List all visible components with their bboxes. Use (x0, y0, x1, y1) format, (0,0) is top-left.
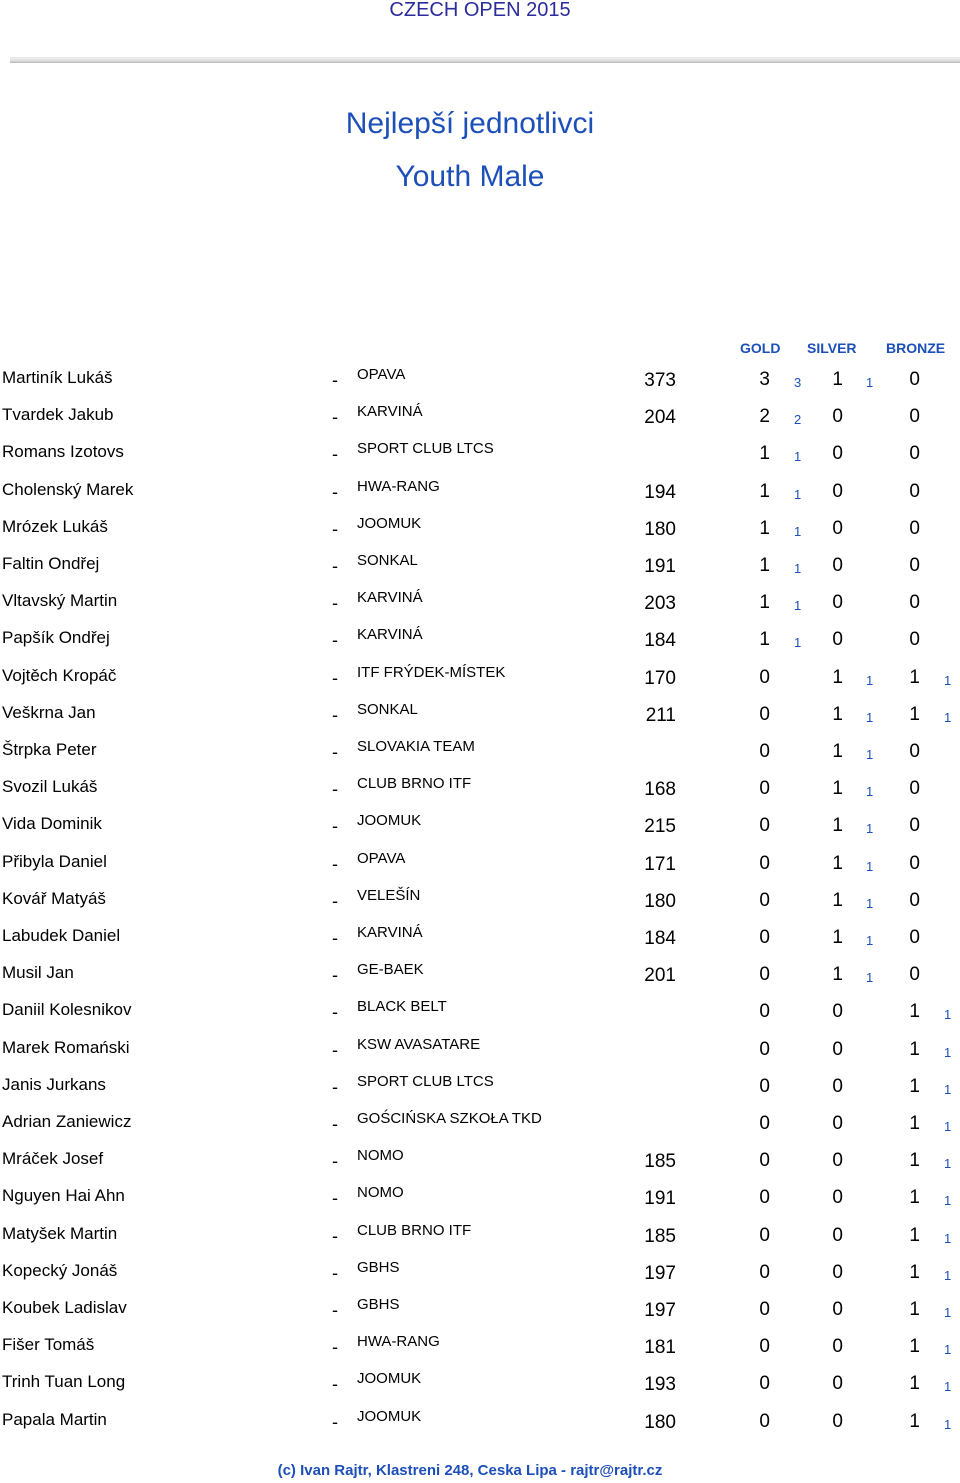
athlete-name: Přibyla Daniel (2, 852, 107, 871)
table-row (0, 961, 960, 998)
bronze-count: 1 (909, 1150, 920, 1171)
athlete-name: Mrózek Lukáš (2, 517, 108, 536)
score-number: 168 (644, 779, 676, 800)
bronze-subcount: 1 (944, 673, 952, 688)
athlete-name: Trinh Tuan Long (2, 1372, 126, 1391)
bronze-count: 1 (909, 1411, 920, 1432)
score-number: 184 (644, 630, 676, 651)
table-row (0, 515, 960, 552)
bronze-count: 0 (909, 481, 920, 502)
table-row (0, 664, 960, 701)
club-name: SLOVAKIA TEAM (357, 738, 475, 755)
separator-dash: - (332, 891, 338, 911)
silver-count: 0 (832, 1225, 843, 1246)
silver-count: 0 (832, 481, 843, 502)
column-header-silver: SILVER (807, 340, 857, 356)
bronze-count: 0 (909, 815, 920, 836)
club-name: HWA-RANG (357, 1333, 440, 1350)
athlete-name: Nguyen Hai Ahn (2, 1186, 125, 1205)
separator-dash: - (332, 779, 338, 799)
score-number: 215 (644, 816, 676, 837)
header-divider (10, 57, 960, 63)
club-name: OPAVA (357, 850, 406, 867)
bronze-count: 0 (909, 443, 920, 464)
silver-count: 1 (832, 927, 843, 948)
gold-count: 1 (759, 555, 770, 576)
club-name: GBHS (357, 1296, 400, 1313)
table-row (0, 850, 960, 887)
gold-subcount: 1 (794, 487, 802, 502)
athlete-name: Janis Jurkans (2, 1075, 106, 1094)
table-row (0, 1184, 960, 1221)
separator-dash: - (332, 519, 338, 539)
silver-subcount: 1 (866, 747, 874, 762)
separator-dash: - (332, 1263, 338, 1283)
athlete-name: Faltin Ondřej (2, 554, 100, 573)
athlete-name: Tvardek Jakub (2, 405, 114, 424)
page-title: Nejlepší jednotlivci (345, 107, 595, 140)
separator-dash: - (332, 928, 338, 948)
page-subtitle: Youth Male (395, 160, 545, 193)
silver-count: 1 (832, 853, 843, 874)
table-row (0, 998, 960, 1035)
bronze-count: 0 (909, 518, 920, 539)
silver-subcount: 1 (866, 821, 874, 836)
silver-count: 0 (832, 1039, 843, 1060)
gold-count: 0 (759, 1299, 770, 1320)
bronze-count: 1 (909, 704, 920, 725)
separator-dash: - (332, 556, 338, 576)
gold-subcount: 1 (794, 635, 802, 650)
gold-count: 0 (759, 964, 770, 985)
silver-count: 0 (832, 443, 843, 464)
athlete-name: Koubek Ladislav (2, 1298, 127, 1317)
club-name: JOOMUK (357, 1370, 422, 1387)
bronze-count: 0 (909, 369, 920, 390)
athlete-name: Cholenský Marek (2, 480, 134, 499)
athlete-name: Matyšek Martin (2, 1224, 118, 1243)
bronze-count: 1 (909, 667, 920, 688)
silver-subcount: 1 (866, 896, 874, 911)
bronze-subcount: 1 (944, 710, 952, 725)
separator-dash: - (332, 705, 338, 725)
bronze-subcount: 1 (944, 1417, 952, 1432)
table-row (0, 1296, 960, 1333)
silver-count: 0 (832, 1076, 843, 1097)
silver-count: 0 (832, 518, 843, 539)
silver-count: 0 (832, 1373, 843, 1394)
table-row (0, 701, 960, 738)
score-number: 191 (644, 1188, 676, 1209)
separator-dash: - (332, 1151, 338, 1171)
score-number: 180 (644, 891, 676, 912)
gold-count: 0 (759, 704, 770, 725)
bronze-count: 0 (909, 927, 920, 948)
bronze-subcount: 1 (944, 1156, 952, 1171)
bronze-subcount: 1 (944, 1082, 952, 1097)
silver-count: 0 (832, 1187, 843, 1208)
score-number: 193 (644, 1374, 676, 1395)
club-name: SPORT CLUB LTCS (357, 1073, 494, 1090)
gold-count: 0 (759, 1373, 770, 1394)
athlete-name: Svozil Lukáš (2, 777, 98, 796)
silver-subcount: 1 (866, 933, 874, 948)
separator-dash: - (332, 1114, 338, 1134)
gold-count: 0 (759, 853, 770, 874)
club-name: CLUB BRNO ITF (357, 775, 472, 792)
silver-count: 1 (832, 778, 843, 799)
gold-count: 0 (759, 778, 770, 799)
silver-subcount: 1 (866, 859, 874, 874)
silver-subcount: 1 (866, 784, 874, 799)
club-name: ITF FRÝDEK-MÍSTEK (357, 664, 506, 681)
bronze-count: 0 (909, 778, 920, 799)
gold-count: 1 (759, 481, 770, 502)
table-row (0, 1408, 960, 1445)
bronze-subcount: 1 (944, 1045, 952, 1060)
gold-count: 1 (759, 518, 770, 539)
score-number: 171 (644, 854, 676, 875)
separator-dash: - (332, 965, 338, 985)
table-row (0, 775, 960, 812)
score-number: 197 (644, 1300, 676, 1321)
athlete-name: Vltavský Martin (2, 591, 118, 610)
bronze-subcount: 1 (944, 1379, 952, 1394)
gold-count: 0 (759, 890, 770, 911)
gold-count: 0 (759, 1411, 770, 1432)
silver-count: 1 (832, 667, 843, 688)
athlete-name: Romans Izotovs (2, 442, 124, 461)
silver-count: 0 (832, 1262, 843, 1283)
table-row (0, 478, 960, 515)
bronze-count: 0 (909, 853, 920, 874)
bronze-count: 1 (909, 1336, 920, 1357)
athlete-name: Kopecký Jonáš (2, 1261, 118, 1280)
table-row (0, 1147, 960, 1184)
club-name: GOŚCIŃSKA SZKOŁA TKD (357, 1110, 542, 1127)
score-number: 211 (645, 705, 676, 726)
club-name: KSW AVASATARE (357, 1036, 481, 1053)
bronze-subcount: 1 (944, 1193, 952, 1208)
table-row (0, 1110, 960, 1147)
club-name: CLUB BRNO ITF (357, 1222, 472, 1239)
gold-count: 0 (759, 1187, 770, 1208)
silver-count: 1 (832, 741, 843, 762)
gold-count: 3 (759, 369, 770, 390)
separator-dash: - (332, 1077, 338, 1097)
bronze-count: 0 (909, 890, 920, 911)
copyright-footer: (c) Ivan Rajtr, Klastreni 248, Ceska Lipa - rajtr@rajtr.cz (277, 1462, 663, 1479)
bronze-count: 1 (909, 1187, 920, 1208)
score-number: 170 (644, 668, 676, 689)
separator-dash: - (332, 630, 338, 650)
score-number: 180 (644, 519, 676, 540)
club-name: OPAVA (357, 366, 406, 383)
separator-dash: - (332, 742, 338, 762)
athlete-name: Veškrna Jan (2, 703, 96, 722)
bronze-count: 0 (909, 592, 920, 613)
separator-dash: - (332, 1226, 338, 1246)
club-name: KARVINÁ (357, 626, 423, 643)
score-number: 197 (644, 1263, 676, 1284)
gold-subcount: 1 (794, 598, 802, 613)
table-row (0, 1333, 960, 1370)
club-name: GBHS (357, 1259, 400, 1276)
bronze-subcount: 1 (944, 1305, 952, 1320)
bronze-count: 1 (909, 1113, 920, 1134)
table-row (0, 1370, 960, 1407)
event-title: CZECH OPEN 2015 (389, 0, 571, 21)
column-header-gold: GOLD (740, 340, 781, 356)
gold-subcount: 1 (794, 561, 802, 576)
gold-count: 0 (759, 1336, 770, 1357)
gold-subcount: 1 (794, 449, 802, 464)
score-number: 185 (644, 1151, 676, 1172)
score-number: 203 (644, 593, 676, 614)
club-name: GE-BAEK (357, 961, 424, 978)
bronze-count: 0 (909, 406, 920, 427)
table-row (0, 1222, 960, 1259)
club-name: KARVINÁ (357, 589, 423, 606)
gold-count: 1 (759, 629, 770, 650)
table-row (0, 440, 960, 477)
score-number: 185 (644, 1226, 676, 1247)
athlete-name: Marek Romański (2, 1038, 130, 1057)
bronze-subcount: 1 (944, 1119, 952, 1134)
club-name: KARVINÁ (357, 403, 423, 420)
score-number: 194 (644, 482, 676, 503)
gold-count: 0 (759, 741, 770, 762)
athlete-name: Fišer Tomáš (2, 1335, 95, 1354)
gold-count: 2 (759, 406, 770, 427)
bronze-subcount: 1 (944, 1268, 952, 1283)
bronze-count: 1 (909, 1001, 920, 1022)
bronze-subcount: 1 (944, 1007, 952, 1022)
silver-count: 1 (832, 369, 843, 390)
bronze-count: 0 (909, 555, 920, 576)
table-row (0, 626, 960, 663)
separator-dash: - (332, 668, 338, 688)
bronze-count: 0 (909, 741, 920, 762)
separator-dash: - (332, 444, 338, 464)
separator-dash: - (332, 1412, 338, 1432)
gold-count: 0 (759, 1039, 770, 1060)
athlete-name: Vojtěch Kropáč (2, 666, 117, 685)
silver-count: 0 (832, 1336, 843, 1357)
silver-count: 1 (832, 815, 843, 836)
table-row (0, 589, 960, 626)
table-row (0, 1259, 960, 1296)
athlete-name: Labudek Daniel (2, 926, 121, 945)
score-number: 201 (644, 965, 676, 986)
club-name: SPORT CLUB LTCS (357, 440, 494, 457)
gold-count: 1 (759, 592, 770, 613)
gold-count: 0 (759, 667, 770, 688)
score-number: 204 (644, 407, 676, 428)
score-number: 184 (644, 928, 676, 949)
gold-subcount: 3 (794, 375, 802, 390)
bronze-count: 1 (909, 1262, 920, 1283)
club-name: JOOMUK (357, 1408, 422, 1425)
separator-dash: - (332, 482, 338, 502)
club-name: SONKAL (357, 552, 418, 569)
athlete-name: Papšík Ondřej (2, 628, 110, 647)
gold-count: 0 (759, 1225, 770, 1246)
gold-subcount: 2 (794, 412, 802, 427)
athlete-name: Daniil Kolesnikov (2, 1000, 132, 1019)
club-name: HWA-RANG (357, 478, 440, 495)
club-name: SONKAL (357, 701, 418, 718)
athlete-name: Martiník Lukáš (2, 368, 113, 387)
table-row (0, 366, 960, 403)
table-row (0, 887, 960, 924)
silver-count: 0 (832, 592, 843, 613)
score-number: 181 (644, 1337, 676, 1358)
bronze-subcount: 1 (944, 1231, 952, 1246)
table-row (0, 403, 960, 440)
silver-subcount: 1 (866, 673, 874, 688)
silver-count: 0 (832, 1299, 843, 1320)
silver-count: 0 (832, 555, 843, 576)
gold-count: 0 (759, 1262, 770, 1283)
gold-count: 1 (759, 443, 770, 464)
separator-dash: - (332, 854, 338, 874)
bronze-subcount: 1 (944, 1342, 952, 1357)
gold-count: 0 (759, 1001, 770, 1022)
bronze-count: 1 (909, 1076, 920, 1097)
athlete-name: Musil Jan (2, 963, 74, 982)
silver-count: 0 (832, 1113, 843, 1134)
table-row (0, 738, 960, 775)
bronze-count: 1 (909, 1039, 920, 1060)
separator-dash: - (332, 407, 338, 427)
club-name: BLACK BELT (357, 998, 447, 1015)
bronze-count: 1 (909, 1299, 920, 1320)
gold-count: 0 (759, 927, 770, 948)
bronze-count: 0 (909, 964, 920, 985)
table-row (0, 552, 960, 589)
silver-count: 1 (832, 704, 843, 725)
silver-count: 0 (832, 1411, 843, 1432)
score-number: 373 (644, 370, 676, 391)
club-name: VELEŠÍN (357, 887, 421, 904)
separator-dash: - (332, 1300, 338, 1320)
bronze-count: 0 (909, 629, 920, 650)
silver-subcount: 1 (866, 710, 874, 725)
score-number: 191 (644, 556, 676, 577)
athlete-name: Štrpka Peter (2, 740, 97, 759)
club-name: NOMO (357, 1147, 404, 1164)
table-row (0, 812, 960, 849)
silver-count: 0 (832, 1001, 843, 1022)
separator-dash: - (332, 1188, 338, 1208)
silver-count: 0 (832, 629, 843, 650)
silver-count: 0 (832, 406, 843, 427)
bronze-count: 1 (909, 1225, 920, 1246)
gold-count: 0 (759, 1150, 770, 1171)
silver-count: 1 (832, 890, 843, 911)
table-row (0, 924, 960, 961)
separator-dash: - (332, 1337, 338, 1357)
table-row (0, 1036, 960, 1073)
gold-count: 0 (759, 1113, 770, 1134)
athlete-name: Kovář Matyáš (2, 889, 106, 908)
score-number: 180 (644, 1412, 676, 1433)
athlete-name: Papala Martin (2, 1410, 107, 1429)
silver-subcount: 1 (866, 970, 874, 985)
athlete-name: Mráček Josef (2, 1149, 104, 1168)
separator-dash: - (332, 1374, 338, 1394)
column-header-bronze: BRONZE (886, 340, 946, 356)
separator-dash: - (332, 370, 338, 390)
athlete-name: Adrian Zaniewicz (2, 1112, 132, 1131)
gold-subcount: 1 (794, 524, 802, 539)
club-name: KARVINÁ (357, 924, 423, 941)
separator-dash: - (332, 1040, 338, 1060)
separator-dash: - (332, 1002, 338, 1022)
table-row (0, 1073, 960, 1110)
gold-count: 0 (759, 1076, 770, 1097)
athlete-name: Vida Dominik (2, 814, 102, 833)
separator-dash: - (332, 593, 338, 613)
silver-count: 0 (832, 1150, 843, 1171)
silver-count: 1 (832, 964, 843, 985)
club-name: JOOMUK (357, 515, 422, 532)
gold-count: 0 (759, 815, 770, 836)
silver-subcount: 1 (866, 375, 874, 390)
bronze-count: 1 (909, 1373, 920, 1394)
separator-dash: - (332, 816, 338, 836)
club-name: JOOMUK (357, 812, 422, 829)
club-name: NOMO (357, 1184, 404, 1201)
